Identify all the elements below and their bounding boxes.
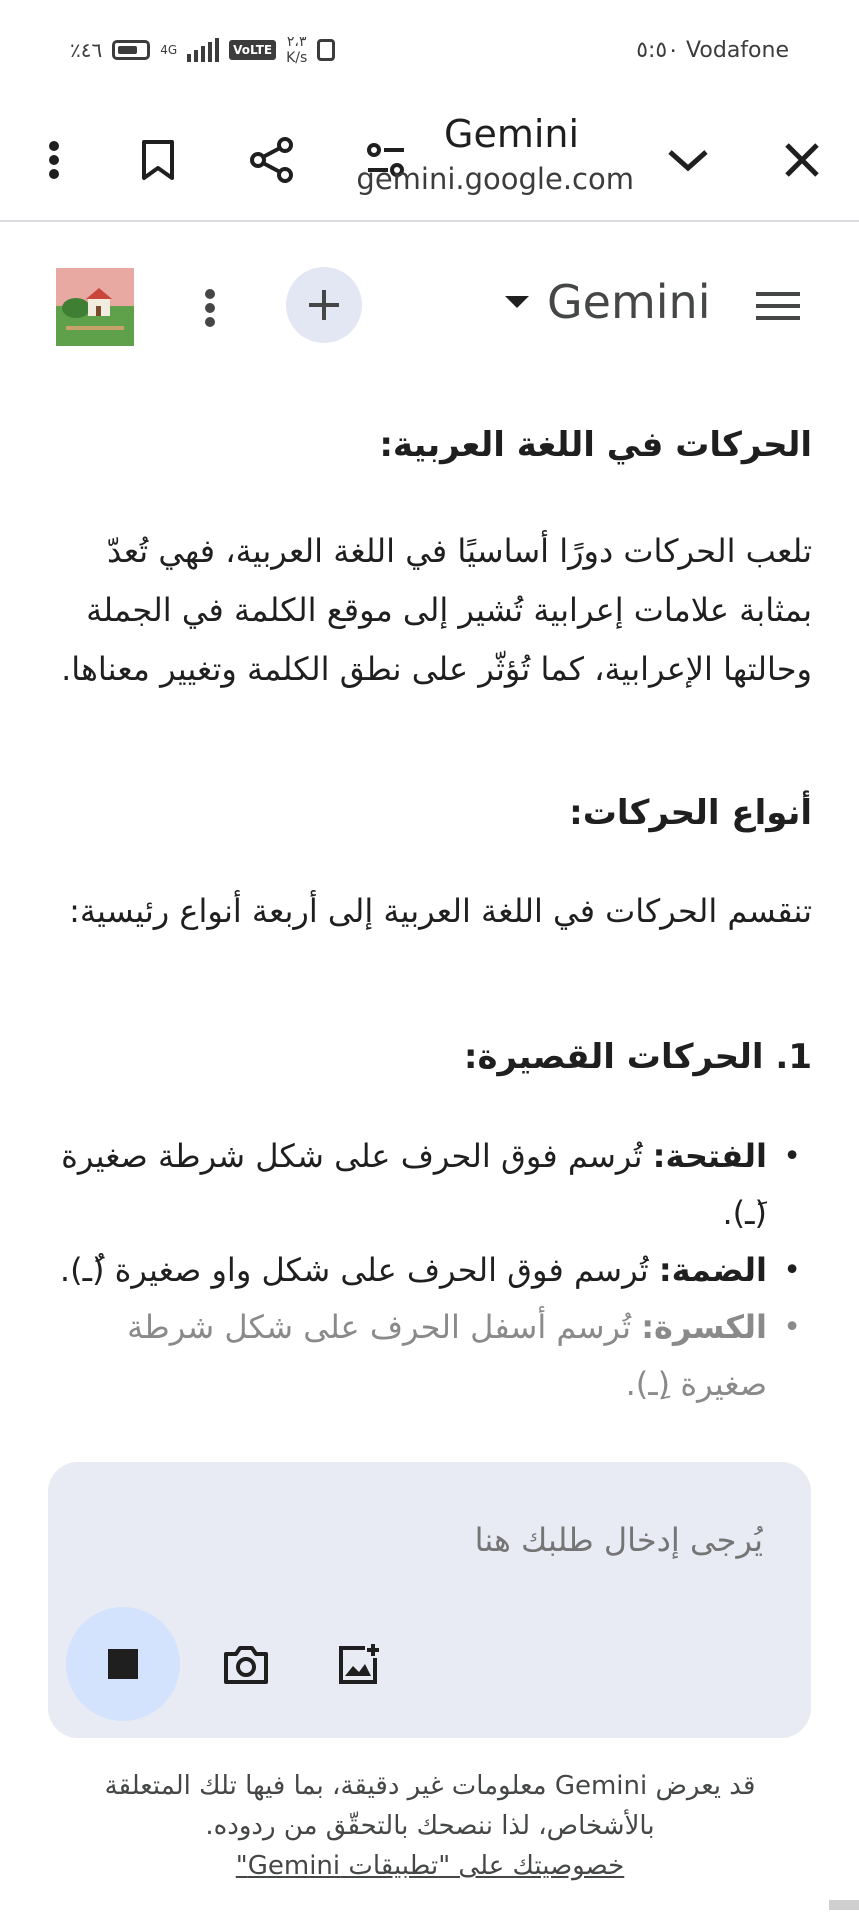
heading-short-vowels: 1. الحركات القصيرة: <box>463 1037 812 1077</box>
speed-value: ٢،٣ <box>286 34 307 50</box>
status-bar <box>0 0 859 100</box>
heading-vowels: الحركات في اللغة العربية: <box>379 425 812 465</box>
vowel-list <box>52 1128 812 1413</box>
page-title: Gemini <box>444 112 580 156</box>
network-type: 4G <box>160 43 178 57</box>
volte-badge: VoLTE <box>229 40 276 60</box>
more-vert-icon[interactable] <box>24 130 84 190</box>
add-image-icon <box>335 1642 381 1688</box>
disclaimer <box>60 1766 800 1886</box>
list-item <box>52 1299 767 1413</box>
privacy-link[interactable]: خصوصيتك على "تطبيقات Gemini" <box>235 1851 625 1881</box>
more-vert-icon[interactable] <box>180 278 240 338</box>
list-text: تُرسم أسفل الحرف على شكل شرطة صغيرة (ِـ). <box>127 1308 767 1403</box>
disclaimer-text: قد يعرض Gemini معلومات غير دقيقة، بما فيها تلك المتعلقة بالأشخاص، لذا ننصحك بالتحقّق من ردوده. <box>104 1771 756 1841</box>
list-text: تُرسم فوق الحرف على شكل واو صغيرة (ُـ). <box>59 1251 659 1289</box>
model-selector[interactable] <box>505 275 710 329</box>
prompt-panel <box>48 1462 811 1738</box>
signal-icon <box>187 38 219 62</box>
status-icons <box>70 34 335 66</box>
plus-icon <box>307 288 341 322</box>
nfc-icon <box>317 39 335 61</box>
list-item <box>52 1128 767 1242</box>
bookmark-icon[interactable] <box>128 130 188 190</box>
page-url[interactable]: gemini.google.com <box>356 162 634 196</box>
stop-icon <box>108 1649 138 1679</box>
list-term: الفتحة: <box>652 1137 767 1175</box>
network-speed <box>286 34 307 66</box>
speed-unit: K/s <box>286 50 308 66</box>
avatar[interactable] <box>56 268 134 346</box>
gemini-title: Gemini <box>547 275 711 329</box>
battery-icon <box>112 40 150 60</box>
add-image-button[interactable] <box>328 1637 388 1693</box>
new-chat-button[interactable] <box>286 267 362 343</box>
list-term: الضمة: <box>658 1251 767 1289</box>
list-item <box>52 1242 767 1299</box>
prompt-input[interactable] <box>201 1520 765 1560</box>
chevron-down-icon[interactable] <box>658 130 718 190</box>
close-icon[interactable] <box>772 130 832 190</box>
browser-toolbar <box>0 100 859 222</box>
heading-types: أنواع الحركات: <box>569 793 812 833</box>
scroll-indicator <box>829 1900 859 1910</box>
battery-percent: ٪٤٦ <box>70 38 103 62</box>
camera-icon <box>222 1644 270 1686</box>
caret-down-icon <box>505 296 529 308</box>
hamburger-icon[interactable] <box>748 276 808 336</box>
list-term: الكسرة: <box>641 1308 767 1346</box>
share-icon[interactable] <box>242 130 302 190</box>
stop-button[interactable] <box>66 1607 180 1721</box>
paragraph-types: تنقسم الحركات في اللغة العربية إلى أربعة أنواع رئيسية: <box>69 892 812 930</box>
camera-button[interactable] <box>216 1637 276 1693</box>
paragraph-intro: تلعب الحركات دورًا أساسيًا في اللغة العربية، فهي تُعدّ بمثابة علامات إعرابية تُشير إلى موقع الكلمة في الجملة وحالتها الإعرابية، كما تُؤثّر على نطق الكلمة وتغيير معناها. <box>61 532 812 688</box>
carrier-time: ٥:٥٠ Vodafone <box>636 38 789 63</box>
list-text: تُرسم فوق الحرف على شكل شرطة صغيرة (َـ). <box>61 1137 767 1232</box>
